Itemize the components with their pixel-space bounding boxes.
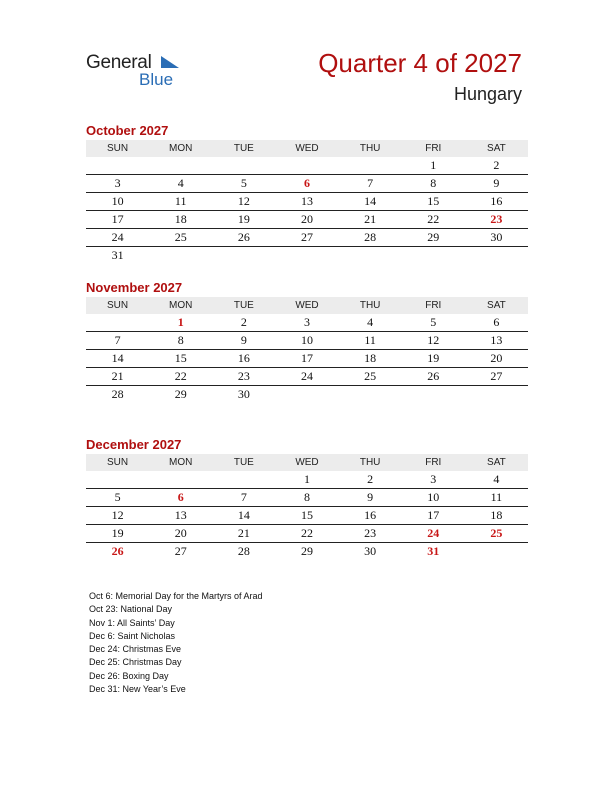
day-cell: 2 — [367, 472, 374, 486]
day-cell: 28 — [364, 230, 377, 244]
week-row — [86, 157, 528, 175]
day-cell: 27 — [174, 544, 187, 558]
day-cell: 30 — [490, 230, 503, 244]
day-cell — [465, 386, 528, 403]
day-cell: 18 — [174, 212, 187, 226]
holiday-day-cell: 6 — [177, 490, 184, 504]
day-cell: 20 — [490, 351, 503, 365]
day-cell — [275, 386, 338, 403]
holiday-note: Dec 25: Christmas Day — [89, 657, 182, 668]
holiday-note: Dec 31: New Year’s Eve — [89, 684, 186, 695]
month-name: October 2027 — [86, 123, 169, 138]
day-cell: 15 — [427, 194, 440, 208]
day-cell: 15 — [300, 508, 313, 522]
day-cell: 27 — [300, 230, 313, 244]
holiday-note: Dec 6: Saint Nicholas — [89, 630, 176, 641]
week-row — [86, 211, 528, 229]
week-row — [86, 543, 528, 560]
day-cell: 10 — [427, 490, 440, 504]
day-cell — [212, 157, 275, 174]
weekday-label: TUE — [233, 300, 254, 311]
day-cell — [86, 314, 149, 331]
weekday-label: SUN — [107, 300, 129, 311]
month-name: November 2027 — [86, 280, 183, 295]
day-cell: 21 — [111, 369, 124, 383]
day-cell: 21 — [364, 212, 377, 226]
day-cell: 22 — [174, 369, 187, 383]
day-cell — [339, 386, 402, 403]
logo-word-general: General — [86, 52, 152, 73]
month-november — [86, 279, 528, 403]
day-cell: 7 — [367, 176, 374, 190]
weekday-label: FRI — [425, 300, 442, 311]
day-cell: 14 — [111, 351, 124, 365]
holiday-day-cell: 25 — [490, 526, 503, 540]
day-cell — [402, 386, 465, 403]
holiday-note: Dec 24: Christmas Eve — [89, 644, 182, 655]
week-row — [86, 229, 528, 247]
day-cell: 24 — [111, 230, 124, 244]
day-cell: 24 — [300, 369, 313, 383]
day-cell: 1 — [303, 472, 310, 486]
day-cell: 31 — [111, 248, 124, 262]
day-cell: 28 — [237, 544, 250, 558]
week-row — [86, 386, 528, 403]
holiday-notes — [89, 590, 263, 696]
day-cell — [149, 471, 212, 488]
generalblue-logo — [86, 52, 196, 92]
day-cell — [149, 247, 212, 264]
day-cell — [275, 157, 338, 174]
day-cell: 17 — [111, 212, 124, 226]
day-cell: 10 — [111, 194, 124, 208]
day-cell: 8 — [303, 490, 310, 504]
holiday-day-cell: 31 — [427, 544, 440, 558]
day-cell: 22 — [427, 212, 440, 226]
weekday-label: WED — [295, 300, 319, 311]
week-row — [86, 193, 528, 211]
day-cell — [212, 471, 275, 488]
day-cell: 9 — [367, 490, 374, 504]
holiday-day-cell: 24 — [427, 526, 440, 540]
holiday-day-cell: 23 — [490, 212, 503, 226]
weekday-label: MON — [169, 300, 193, 311]
week-row — [86, 489, 528, 507]
day-cell: 22 — [300, 526, 313, 540]
weekday-label: SUN — [107, 143, 129, 154]
week-row — [86, 471, 528, 489]
day-cell — [339, 157, 402, 174]
day-cell: 12 — [427, 333, 440, 347]
week-row — [86, 247, 528, 264]
day-cell: 9 — [493, 176, 500, 190]
day-cell — [339, 247, 402, 264]
weekday-label: TUE — [233, 457, 254, 468]
day-cell — [465, 247, 528, 264]
month-october — [86, 122, 528, 264]
day-cell: 29 — [427, 230, 440, 244]
day-cell: 27 — [490, 369, 503, 383]
weekday-label: SAT — [487, 143, 506, 154]
day-cell — [402, 247, 465, 264]
logo-word-blue: Blue — [139, 70, 174, 89]
month-name: December 2027 — [86, 437, 182, 452]
day-cell: 14 — [364, 194, 377, 208]
day-cell: 4 — [493, 472, 500, 486]
weekday-label: FRI — [425, 143, 442, 154]
day-cell: 29 — [174, 387, 187, 401]
day-cell: 26 — [237, 230, 250, 244]
day-cell: 23 — [237, 369, 250, 383]
day-cell: 12 — [111, 508, 124, 522]
day-cell: 26 — [427, 369, 440, 383]
week-row — [86, 314, 528, 332]
day-cell: 30 — [237, 387, 250, 401]
holiday-note: Dec 26: Boxing Day — [89, 670, 169, 681]
day-cell: 21 — [237, 526, 250, 540]
day-cell: 3 — [114, 176, 121, 190]
day-cell: 7 — [240, 490, 247, 504]
day-cell: 11 — [490, 490, 503, 504]
weekday-label: THU — [359, 300, 381, 311]
weekday-label: WED — [295, 457, 319, 468]
country-name: Hungary — [453, 84, 522, 104]
day-cell: 16 — [490, 194, 503, 208]
weekday-label: SUN — [107, 457, 129, 468]
day-cell: 2 — [240, 315, 247, 329]
day-cell: 5 — [430, 315, 437, 329]
day-cell: 6 — [493, 315, 500, 329]
week-row — [86, 175, 528, 193]
week-row — [86, 507, 528, 525]
week-row — [86, 350, 528, 368]
day-cell: 23 — [364, 526, 377, 540]
weekday-label: FRI — [425, 457, 442, 468]
day-cell: 18 — [364, 351, 377, 365]
holiday-note: Oct 23: National Day — [89, 604, 173, 615]
day-cell: 18 — [490, 508, 503, 522]
weekday-label: TUE — [233, 143, 254, 154]
day-cell: 4 — [177, 176, 184, 190]
day-cell: 2 — [493, 158, 500, 172]
day-cell: 29 — [300, 544, 313, 558]
day-cell: 25 — [174, 230, 187, 244]
day-cell: 19 — [237, 212, 250, 226]
day-cell: 7 — [114, 333, 121, 347]
day-cell: 1 — [430, 158, 437, 172]
day-cell — [86, 471, 149, 488]
day-cell: 11 — [174, 194, 187, 208]
week-row — [86, 525, 528, 543]
holiday-note: Oct 6: Memorial Day for the Martyrs of Arad — [89, 591, 263, 601]
holiday-day-cell: 1 — [177, 315, 184, 329]
day-cell: 28 — [111, 387, 124, 401]
day-cell: 5 — [114, 490, 121, 504]
day-cell: 11 — [364, 333, 376, 347]
day-cell — [275, 247, 338, 264]
weekday-label: THU — [359, 143, 381, 154]
weekday-label: SAT — [487, 457, 506, 468]
week-row — [86, 368, 528, 386]
week-row — [86, 332, 528, 350]
day-cell: 16 — [364, 508, 377, 522]
weekday-header — [86, 140, 528, 157]
holiday-day-cell: 6 — [303, 176, 310, 190]
weekday-label: WED — [295, 143, 319, 154]
day-cell: 30 — [364, 544, 377, 558]
day-cell — [212, 247, 275, 264]
holiday-note: Nov 1: All Saints’ Day — [89, 617, 175, 628]
day-cell: 4 — [367, 315, 374, 329]
day-cell: 3 — [430, 472, 437, 486]
day-cell: 9 — [240, 333, 247, 347]
day-cell: 15 — [174, 351, 187, 365]
day-cell: 13 — [300, 194, 313, 208]
day-cell: 20 — [300, 212, 313, 226]
logo-triangle-icon — [161, 56, 179, 68]
day-cell: 8 — [177, 333, 184, 347]
day-cell: 19 — [111, 526, 124, 540]
weekday-label: MON — [169, 143, 193, 154]
day-cell: 12 — [237, 194, 250, 208]
day-cell: 13 — [174, 508, 187, 522]
day-cell — [465, 543, 528, 560]
day-cell: 10 — [300, 333, 313, 347]
day-cell: 17 — [427, 508, 440, 522]
day-cell: 3 — [303, 315, 310, 329]
day-cell: 16 — [237, 351, 250, 365]
month-december — [86, 436, 528, 560]
day-cell: 8 — [430, 176, 437, 190]
day-cell — [149, 157, 212, 174]
holiday-day-cell: 26 — [111, 544, 124, 558]
day-cell: 14 — [237, 508, 250, 522]
weekday-header — [86, 297, 528, 314]
day-cell — [86, 157, 149, 174]
day-cell: 20 — [174, 526, 187, 540]
weekday-label: MON — [169, 457, 193, 468]
weekday-label: THU — [359, 457, 381, 468]
weekday-label: SAT — [487, 300, 506, 311]
page-title: Quarter 4 of 2027 — [318, 48, 522, 78]
day-cell: 19 — [427, 351, 440, 365]
day-cell: 25 — [364, 369, 377, 383]
weekday-header — [86, 454, 528, 471]
day-cell: 13 — [490, 333, 503, 347]
day-cell: 17 — [300, 351, 313, 365]
day-cell: 5 — [240, 176, 247, 190]
